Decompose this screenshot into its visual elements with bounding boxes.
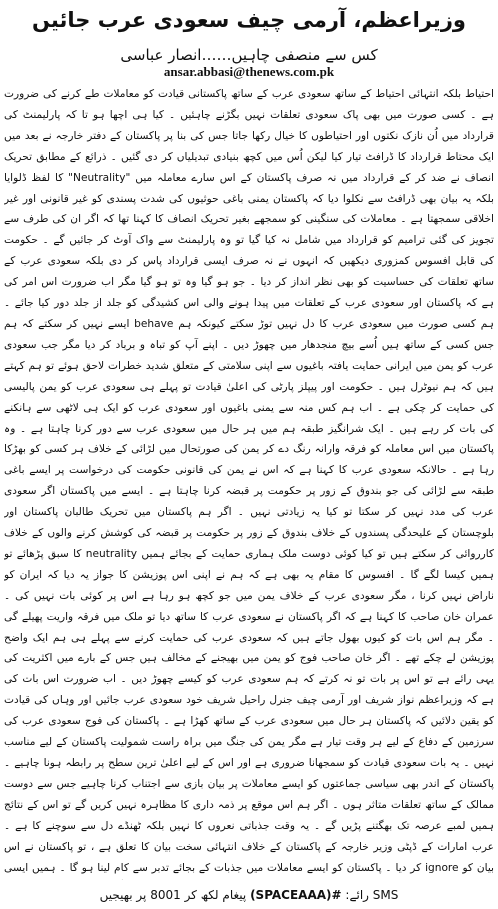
footer-code: #(SPACEAAA) xyxy=(250,888,342,902)
footer-suffix: پیغام لکھ کر 8001 پر بھیجیں xyxy=(99,888,247,902)
sms-footer xyxy=(0,885,498,905)
article-headline: وزیراعظم، آرمی چیف سعودی عرب جائیں xyxy=(32,8,466,32)
article-body xyxy=(4,84,494,880)
author-email[interactable]: ansar.abbasi@thenews.com.pk xyxy=(163,64,335,79)
article-paragraph: احتیاط بلکہ انتہائی احتیاط کے ساتھ سعودی عرب کے ساتھ پاکستانی قیادت کو معاملات طے کرنے کی ضرورت ہے ۔ کسی صورت میں بھی پاک سعودی تعلقات نہیں بگڑنے چاہئیں ۔ کیا ہی اچھا ہو تا کہ پارلیمنٹ کی قرارداد میں اُن نازک نکتوں اور احتیاطوں کا خیال رکھا جاتا جس کی بنا پر پاکستان کے دفتر خارجہ نے بعد میں ایک محتاط قرارداد کا ڈرافٹ تیار کیا لیکن اُس میں کچھ بنیادی تبدیلیاں کر دی گئیں ۔ ذرائع کے مطابق تحریک انصاف نے ضد کر کے قرارداد میں نہ صرف پاکستان کے اس سارے معاملہ میں "Neutrality" کا لفظ ڈلوایا بلکہ یہ بیان بھی ڈرافٹ سے نکلوا دیا کہ پاکستان یمنی باغی حوثیوں کی شدت پسندی کو غیر قانونی اور غیر اخلاقی سمجھتا ہے ۔ معاملات کی سنگینی کو سمجھے بغیر تحریک انصاف کا کہنا تھا کہ اگر ان کی طرف سے تجویز کی گئی ترامیم کو قرارداد میں شامل نہ کیا گیا تو وہ پارلیمنٹ سے واک آوٹ کر جائیں گے ۔ حکومت کی قابل افسوس کمزوری دیکھیں کہ انہوں نے نہ صرف ایسی قرارداد پاس کر دی بلکہ سعودی عرب کے ساتھ تعلقات کی حساسیت کو بھی نظر انداز کر دیا ۔ جو ہو گیا وہ تو ہو گیا مگر اب ضرورت اس امر کی ہے کہ پاکستان اور سعودی عرب کے تعلقات میں پیدا ہونے والی اس کشیدگی کو جلد از جلد دور کیا جائے ۔ ہم کسی صورت میں سعودی عرب کا دل نہیں توڑ سکتے کیونکہ ہم behave ایسے نہیں کر سکتے کہ ہم جس کسی کے ساتھ ہیں اُسے بیچ منجدھار میں چھوڑ دیں ۔ اپنے آپ کو تباہ و برباد کر دیا مگر جب سعودی عرب کو یمن میں ایرانی حمایت یافتہ باغیوں سے اپنی سلامتی کے متعلق شدید خطرات لاحق ہوئے تو ہم کہتے ہیں کہ ہم نیوٹرل ہیں ۔ حکومت اور پیپلز پارٹی کی اعلیٰ قیادت تو پہلے ہی سعودی عرب کو یمن پالیسی کی حمایت کر چکی ہے ۔ اب ہم کس منہ سے یمنی باغیوں اور سعودی عرب کو ایک ہی لاٹھی سے ہانکنے کی بات کر رہے ہیں ۔ ایک شرانگیز طبقہ ہم میں ہر حال میں سعودی عرب سے دور کرنا چاہتا ہے ۔ وہ پاکستان میں اس معاملہ کو فرقہ وارانہ رنگ دے کر یمن کی صورتحال میں لڑائی کے خلاف ہر کسی کو بھڑکا رہا ہے ۔ حالانکہ سعودی عرب کا کہنا ہے کہ اس نے یمن کی قانونی حکومت کی درخواست پر ایسے باغی طبقہ سے لڑائی کی جو بندوق کے زور پر حکومت پر قبضہ کرنا چاہتا ہے ۔ ایسے میں پاکستان اگر سعودی عرب کی مدد نہیں کر سکتا تو کیا یہ زیادتی نہیں ۔ اگر ہم پاکستان میں تحریک طالبان پاکستان اور بلوچستان کے علیحدگی پسندوں کے خلاف بندوق کے زور پر حکومت پر قبضہ کی کوشش کرنے والوں کے خلاف کارروائی کر سکتے ہیں تو کیا کوئی دوست ملک ہماری حمایت کے بجائے ہمیں neutrality کا سبق پڑھائے تو ہمیں کیسا لگے گا ۔ افسوس کا مقام یہ بھی ہے کہ ہم نے اپنی اس پوزیشن کا جواز یہ دیا کہ ایران کو ناراض نہیں کرنا ، مگر سعودی عرب کے خلاف یمن میں جو کچھ ہو رہا ہے اس پر کوئی بات نہیں کی ۔ عمران خان صاحب کا کہنا ہے کہ اگر پاکستان نے سعودی عرب کا ساتھ دیا تو ملک میں فرقہ واریت پھیلے گی ۔ مگر ہم اس بات کو کیوں بھول جاتے ہیں کہ سعودی عرب کی حمایت کرنے سے پہلے ہی ہم ایک واضح پوزیشن لے چکے تھے ۔ اگر خان صاحب فوج کو یمن میں بھیجنے کے مخالف ہیں جس کے بارے میں اکثریت کی یہی رائے ہے تو اس پر بات تو نہ کرتے کہ ہم سعودی عرب کو کیسے چھوڑ دیں ۔ اب ضرورت اس بات کی ہے کہ وزیراعظم نواز شریف اور آرمی چیف جنرل راحیل شریف خود سعودی عرب جائیں اور وہاں کی قیادت کو یقین دلائیں کہ پاکستان ہر حال میں سعودی عرب کے ساتھ کھڑا ہے ۔ پاکستان کی فوج سعودی عرب کی سرزمین کے دفاع کے لیے ہر وقت تیار ہے مگر یمن کی جنگ میں براہ راست شمولیت پاکستان کے لیے مناسب نہیں ۔ یہ بات سعودی قیادت کو سمجھانا ضروری ہے اور اس کے لیے اعلیٰ ترین سطح پر رابطہ ہونا چاہیے ۔ پاکستان کے اندر بھی سیاسی جماعتوں کو ایسے معاملات پر بیان بازی سے اجتناب کرنا چاہیے جس سے دوست ممالک کے ساتھ تعلقات متاثر ہوں ۔ اگر ہم اس موقع پر ذمہ داری کا مظاہرہ نہیں کریں گے تو اس کے نتائج ہمیں لمبے عرصہ تک بھگتنے پڑیں گے ۔ یہ وقت جذباتی نعروں کا نہیں بلکہ ٹھنڈے دل سے سوچنے کا ہے ۔ عرب امارات کے ڈپٹی وزیر خارجہ کے پاکستان کے خلاف انتہائی سخت بیان کا تعلق ہے ، تو پاکستان نے اس بیان کو ignore کر دیا ۔ پاکستان کو ایسے معاملات میں جذبات کے بجائے تدبر سے کام لینا ہو گا ۔ ہمیں ایسی xyxy=(4,88,494,874)
footer-prefix: SMS رائے: xyxy=(345,888,399,902)
article-byline: کس سے منصفی چاہیں……انصار عباسی xyxy=(120,46,378,64)
